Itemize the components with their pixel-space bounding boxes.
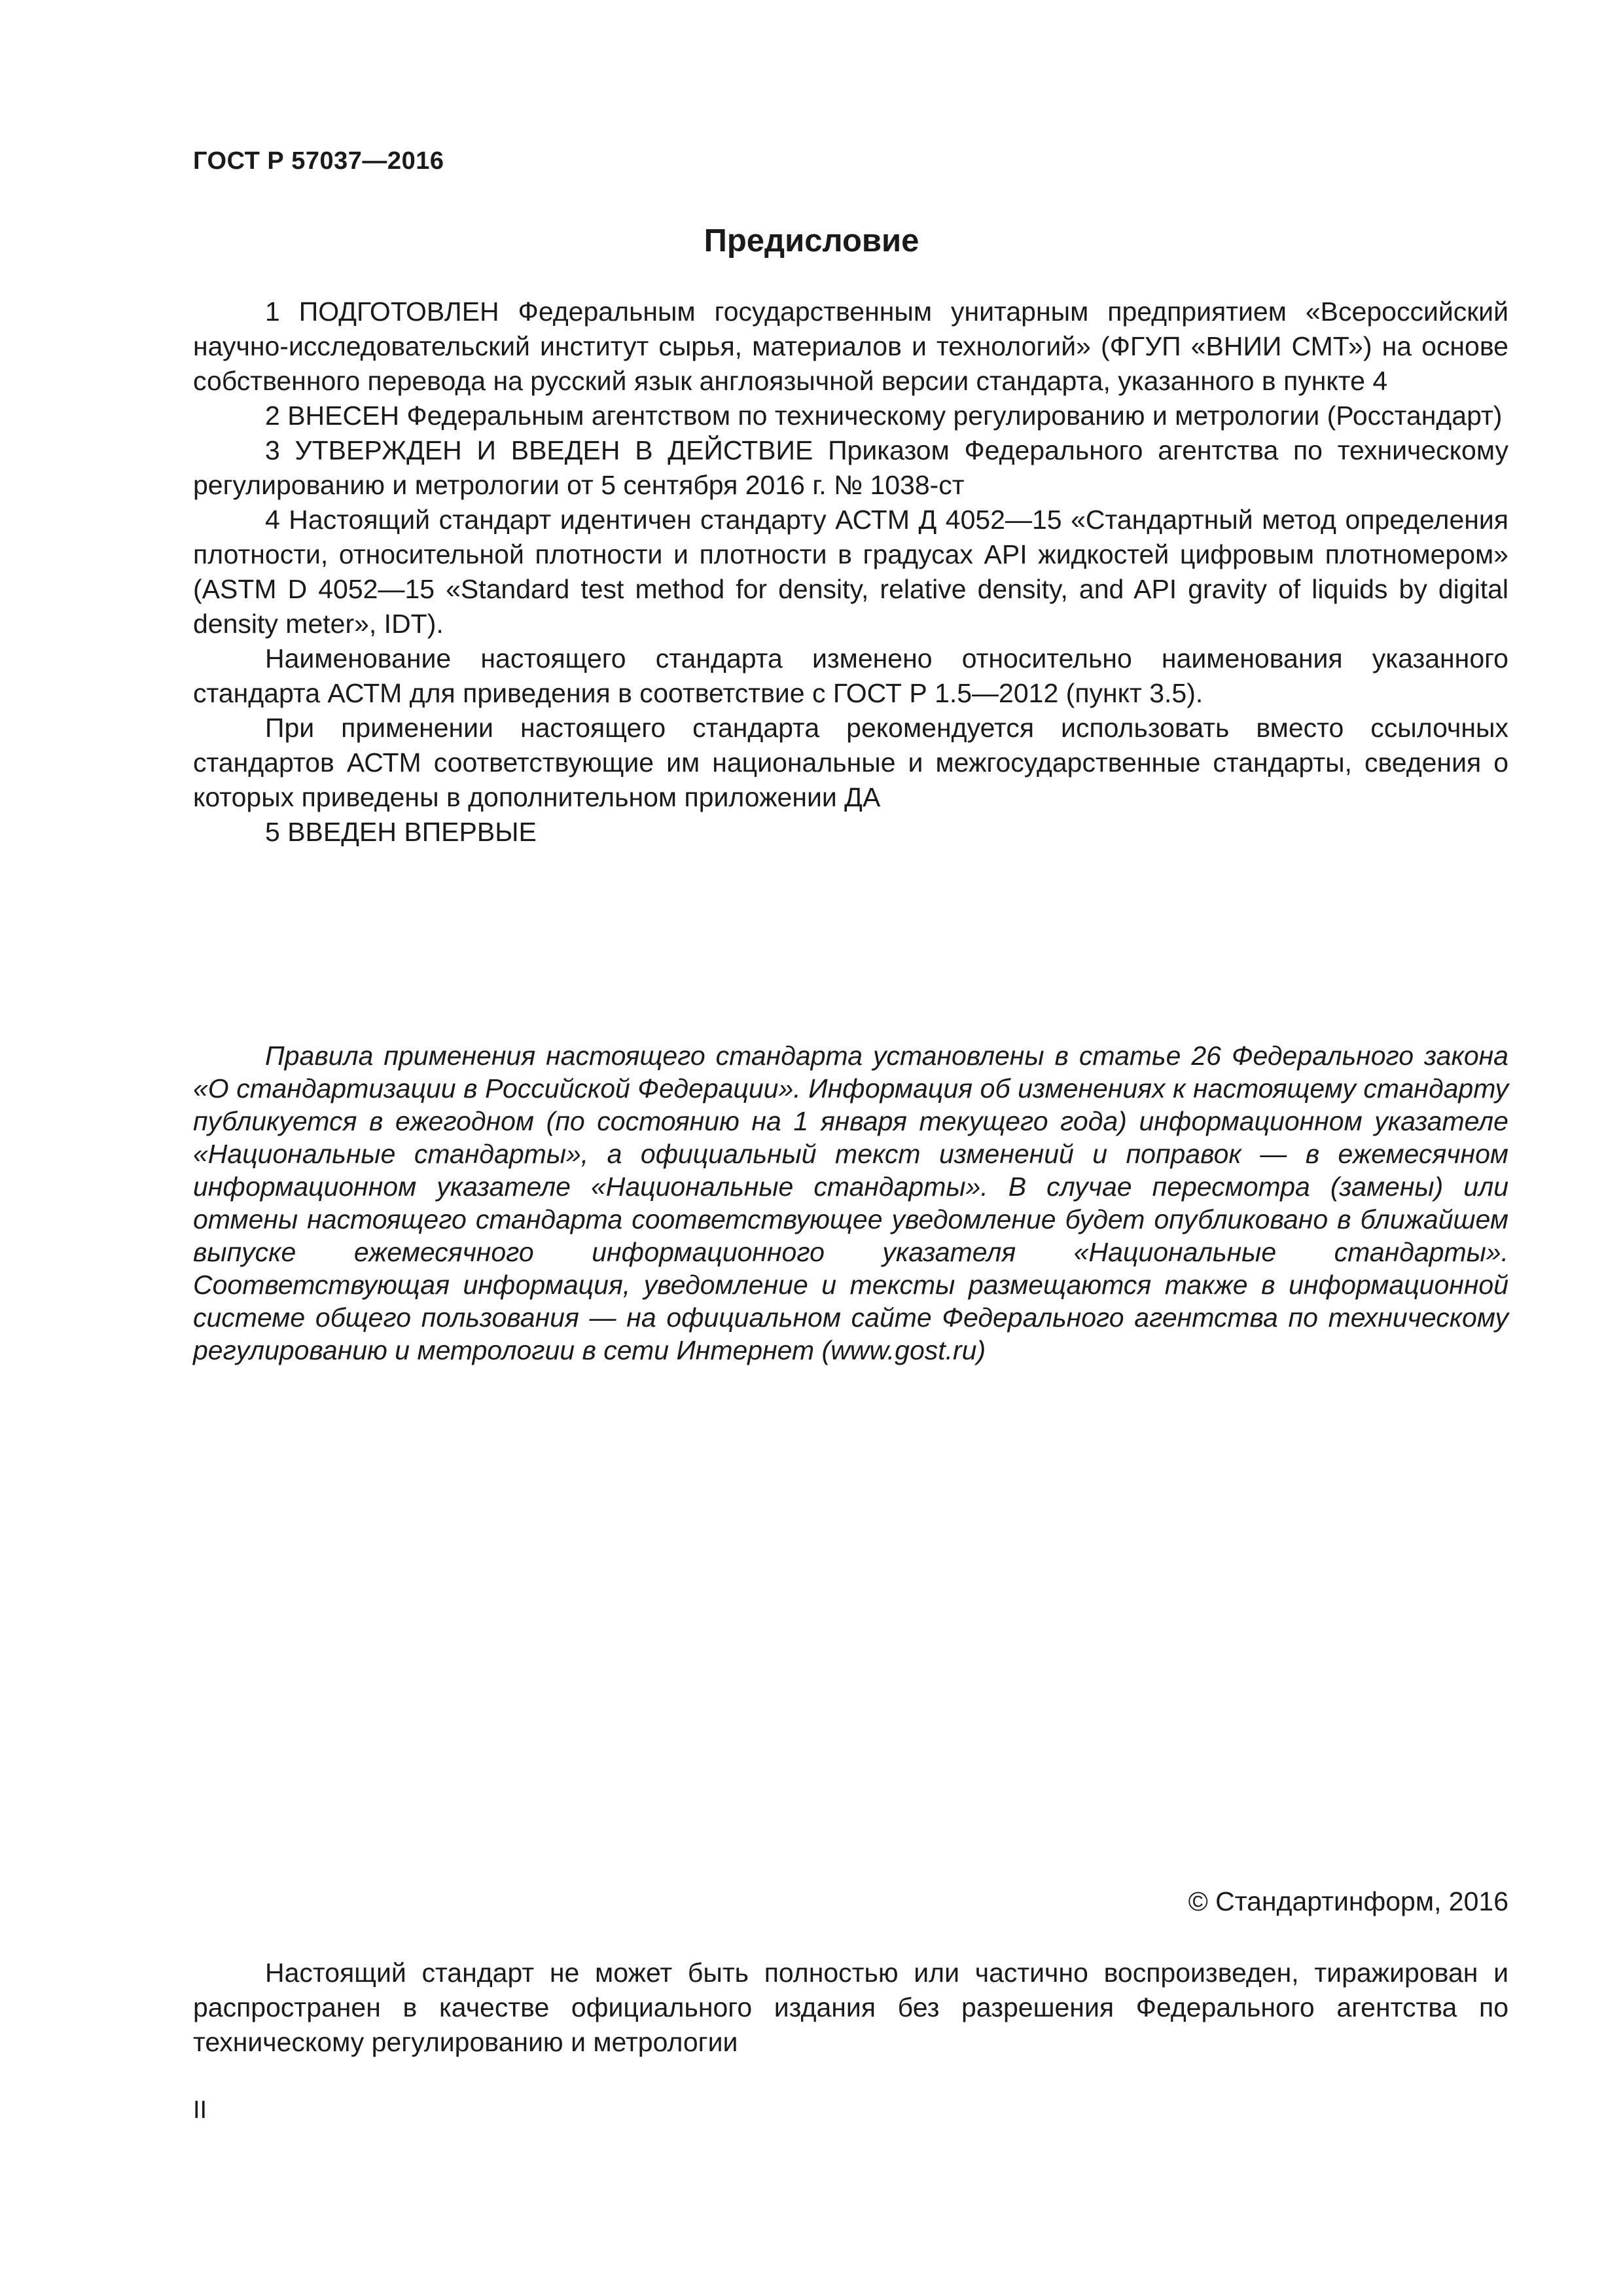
preface-title: Предисловие — [704, 223, 919, 259]
preface-item-4: 4 Настоящий стандарт идентичен стандарту АСТМ Д 4052—15 «Стандартный метод определения плотности, относительной плотности и плотности в градусах API жидкостей цифровым плотномером» (ASTM D 4052—15 «Standard test method for density, relative density, and API gravity of liquids by digital density meter», IDT). — [193, 505, 1508, 639]
preface-item-4-name-change: Наименование настоящего стандарта изменено относительно наименования указанного стандарта АСТМ для приведения в соответствие с ГОСТ Р 1.5—2012 (пункт 3.5). — [193, 643, 1508, 708]
preface-item-4-reference-note: При применении настоящего стандарта рекомендуется использовать вместо ссылочных стандартов АСТМ соответствующие им национальные и межгосударственные стандарты, сведения о которых приведены в дополнительном приложении ДА — [193, 713, 1508, 812]
copyright-line: © Стандартинформ, 2016 — [1188, 1886, 1508, 1916]
reproduction-notice — [193, 1956, 1508, 2060]
application-rules-notice — [193, 1039, 1508, 1367]
page-number: II — [193, 2096, 207, 2124]
document-code: ГОСТ Р 57037—2016 — [193, 147, 444, 175]
preface-item-5: 5 ВВЕДЕН ВПЕРВЫЕ — [265, 817, 537, 847]
preface-item-3: 3 УТВЕРЖДЕН И ВВЕДЕН В ДЕЙСТВИЕ Приказом Федерального агентства по техническому регулированию и метрологии от 5 сентября 2016 г. № 1038-ст — [193, 435, 1508, 500]
reproduction-text: Настоящий стандарт не может быть полностью или частично воспроизведен, тиражирован и распространен в качестве официального издания без разрешения Федерального агентства по техническому регулированию и метрологии — [193, 1958, 1508, 2057]
preface-item-2: 2 ВНЕСЕН Федеральным агентством по техническому регулированию и метрологии (Росстандарт) — [265, 401, 1503, 431]
notice-text: Правила применения настоящего стандарта установлены в статье 26 Федерального закона «О стандартизации в Российской Федерации». Информация об изменениях к настоящему стандарту публикуется в ежегодном (по состоянию на 1 января текущего года) информационном указателе «Национальные стандарты», а официальный текст изменений и поправок — в ежемесячном информационном указателе «Национальные стандарты». В случае пересмотра (замены) или отмены настоящего стандарта соответствующее уведомление будет опубликовано в ближайшем выпуске ежемесячного информационного указателя «Национальные стандарты». Соответствующая информация, уведомление и тексты размещаются также в информационной системе общего пользования — на официальном сайте Федерального агентства по техническому регулированию и метрологии в сети Интернет (www.gost.ru) — [193, 1041, 1508, 1365]
preface-body — [193, 295, 1508, 850]
preface-item-1: 1 ПОДГОТОВЛЕН Федеральным государственным унитарным предприятием «Всероссийский научно-исследовательский институт сырья, материалов и технологий» (ФГУП «ВНИИ СМТ») на основе собственного перевода на русский язык англоязычной версии стандарта, указанного в пункте 4 — [193, 296, 1508, 396]
